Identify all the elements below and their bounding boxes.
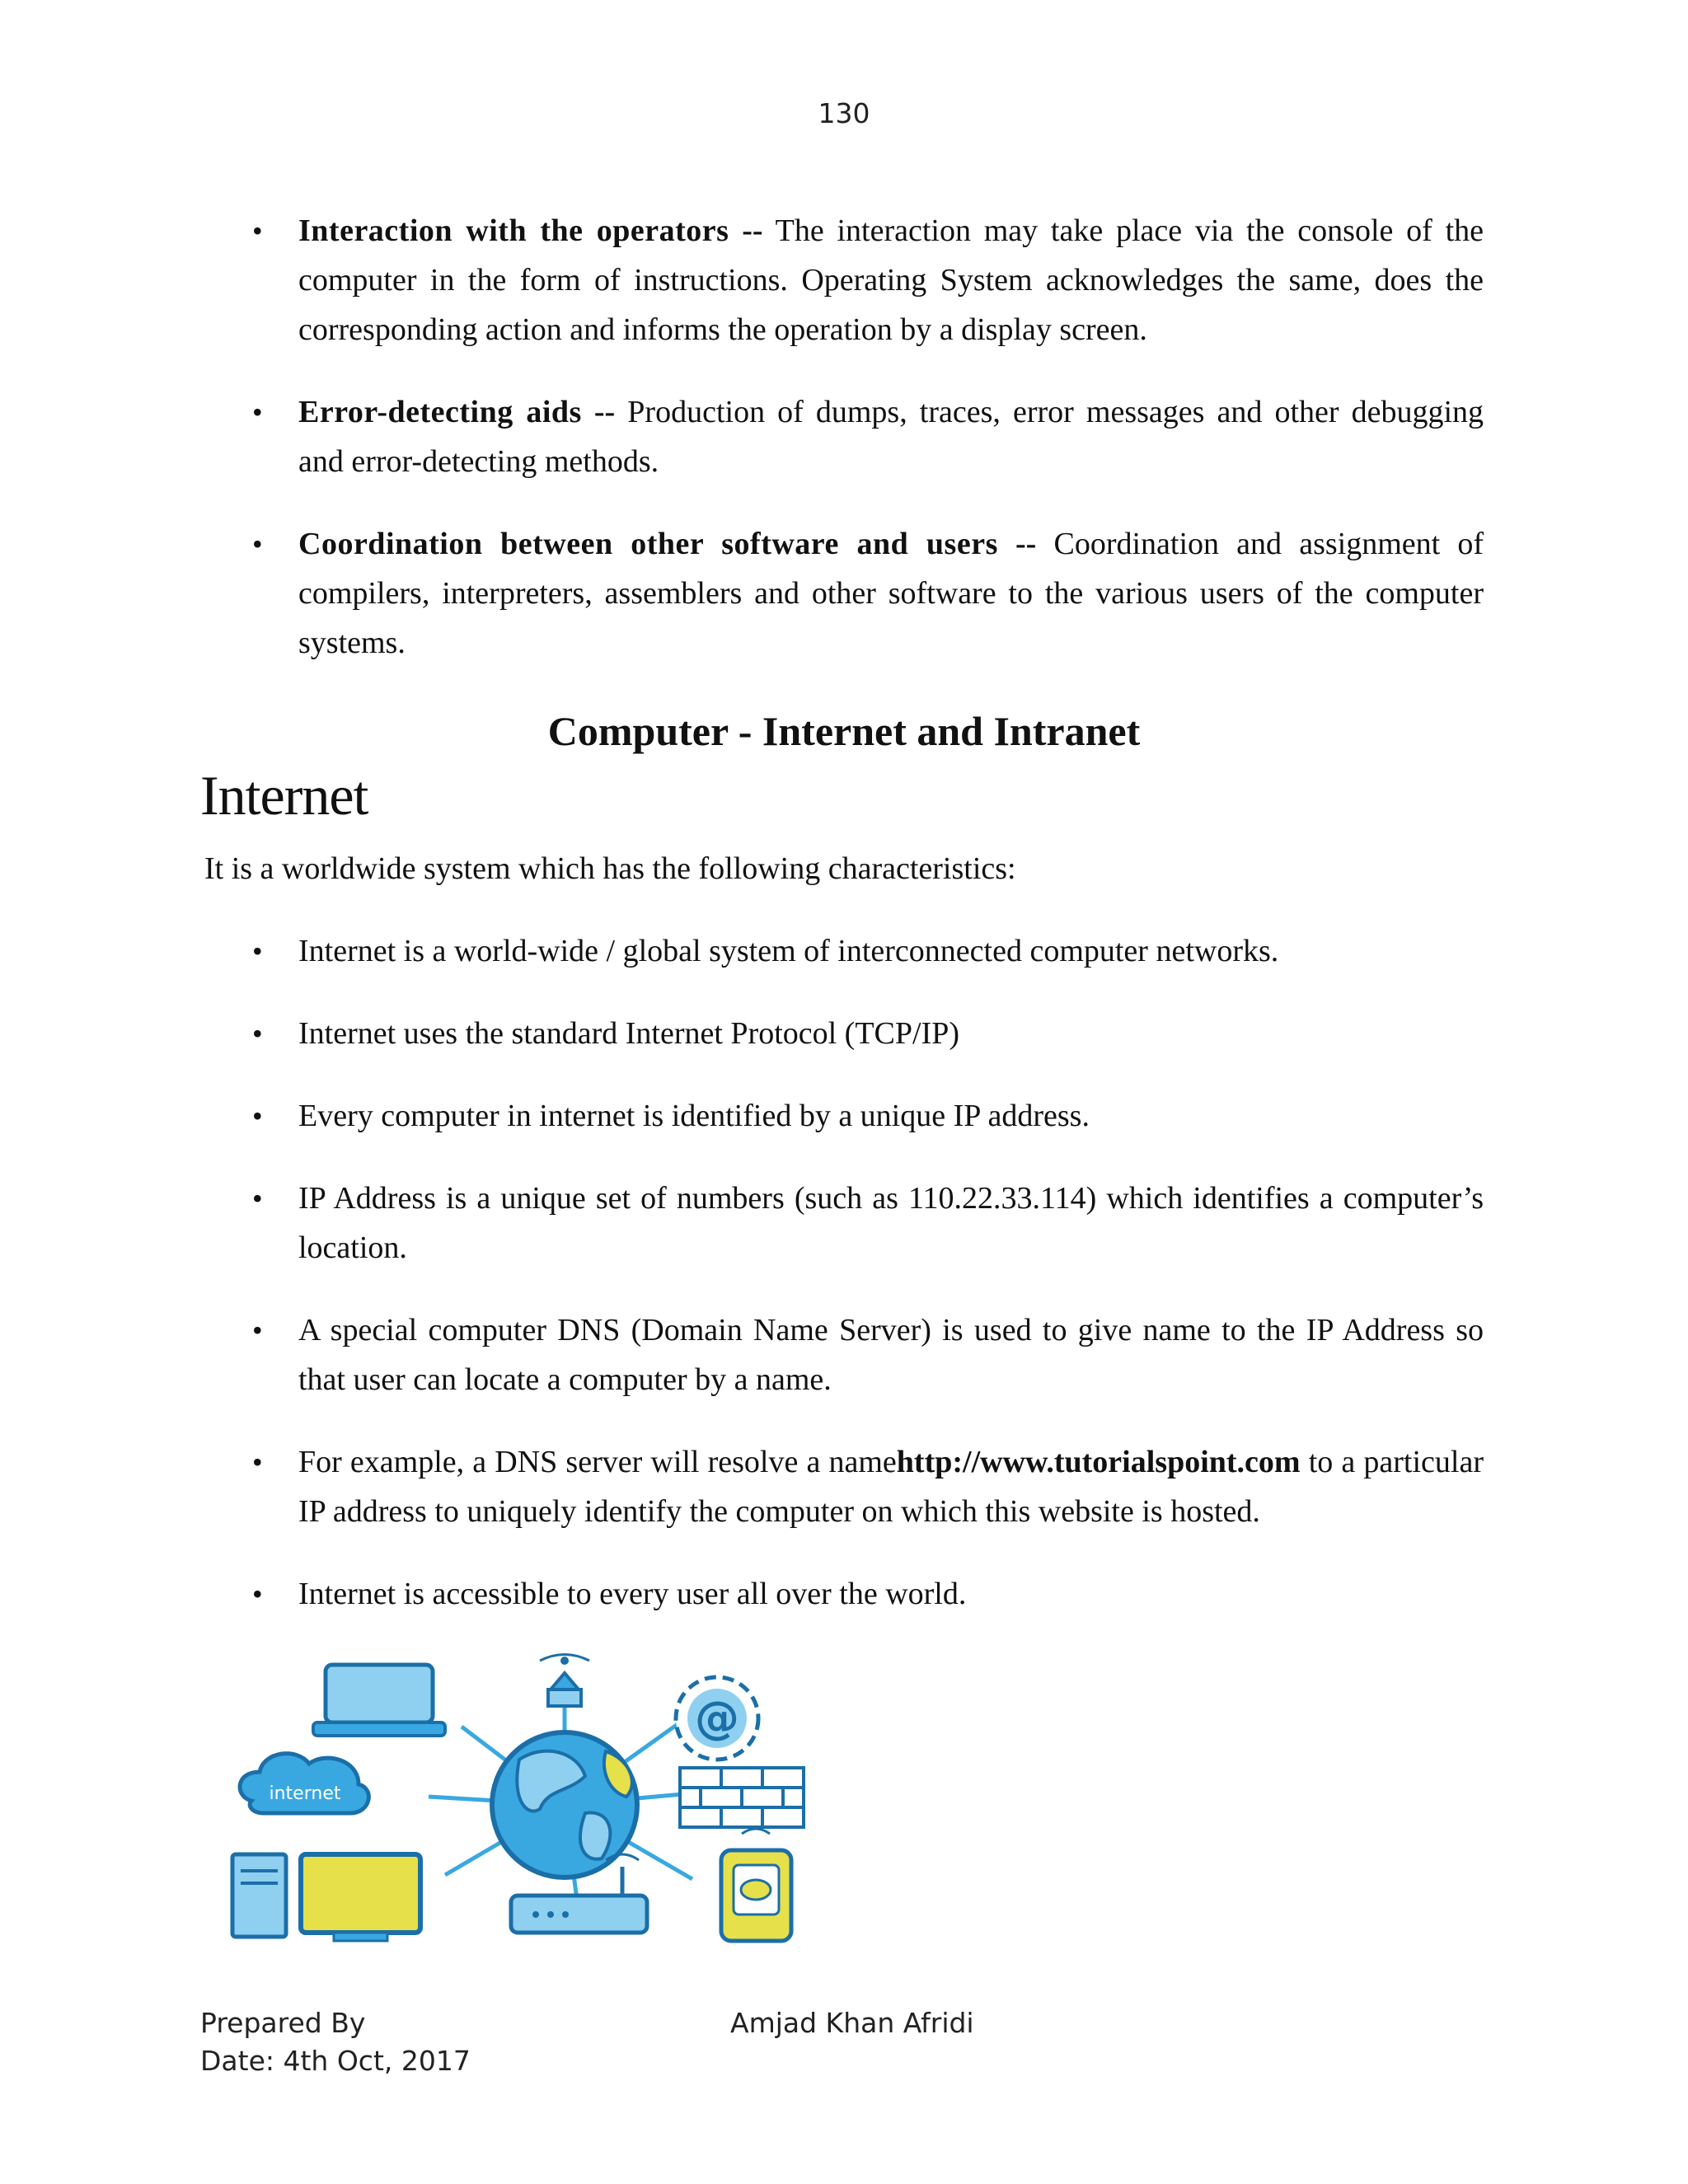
prepared-by: Prepared By bbox=[200, 2007, 366, 2039]
bullet-term: Error-detecting aids bbox=[298, 395, 582, 429]
list-item bbox=[247, 926, 1484, 976]
bullet-separator: -- bbox=[742, 213, 763, 248]
list-item bbox=[247, 1437, 1484, 1536]
tutorialspoint-link[interactable]: http://www.tutorialspoint.com bbox=[896, 1445, 1301, 1479]
bullet-text: • A special computer DNS (Domain Name Server) is used to give name to the IP Address so that user can locate a computer by a name. bbox=[298, 1313, 1484, 1397]
footer-left bbox=[200, 2004, 471, 2080]
internet-cloud-icon bbox=[240, 1754, 368, 1813]
list-item bbox=[247, 1174, 1484, 1272]
list-item bbox=[247, 1009, 1484, 1058]
firewall-icon bbox=[680, 1768, 804, 1827]
email-at-icon bbox=[676, 1677, 758, 1760]
list-item bbox=[247, 206, 1484, 354]
page-number: 130 bbox=[818, 97, 870, 129]
list-item bbox=[247, 519, 1484, 668]
bullet-text: • Internet is accessible to every user all over the world. bbox=[298, 1577, 967, 1611]
list-item bbox=[247, 1569, 1484, 1619]
internet-characteristics-list bbox=[247, 926, 1484, 1652]
bullet-text: • Internet is a world-wide / global system of interconnected computer networks. bbox=[298, 934, 1279, 968]
internet-network-illustration bbox=[223, 1652, 890, 1945]
laptop-icon bbox=[313, 1665, 445, 1736]
bullet-text: Coordination and assignment of compilers, interpreters, assemblers and other software to the various users of the computer systems. bbox=[298, 527, 1484, 660]
internet-intro: It is a worldwide system which has the following characteristics: bbox=[204, 851, 1016, 886]
bullet-separator: -- bbox=[593, 395, 616, 429]
list-item bbox=[247, 387, 1484, 486]
bullet-separator: -- bbox=[1015, 527, 1037, 561]
internet-heading: Internet bbox=[200, 764, 368, 827]
bullet-text: For example, a DNS server will resolve a name bbox=[298, 1445, 897, 1479]
os-functions-list bbox=[247, 206, 1484, 701]
svg-text:@: @ bbox=[695, 1692, 739, 1744]
footer-author: Amjad Khan Afridi bbox=[730, 2007, 974, 2039]
cloud-label: internet bbox=[269, 1783, 341, 1804]
bullet-text: • Every computer in internet is identified by a unique IP address. bbox=[298, 1099, 1090, 1133]
desktop-computer-icon bbox=[232, 1854, 420, 1941]
bullet-text: The interaction may take place via the console of the computer in the form of instructions. Operating System acknowledges the same, does the corresponding action and informs the operation by a display screen. bbox=[298, 213, 1484, 347]
bullet-text: Production of dumps, traces, error messages and other debugging and error-detecting methods. bbox=[298, 395, 1484, 479]
footer-date: Date: 4th Oct, 2017 bbox=[200, 2045, 471, 2077]
bullet-text: • Internet uses the standard Internet Protocol (TCP/IP) bbox=[298, 1016, 960, 1051]
mobile-phone-icon bbox=[721, 1829, 791, 1941]
list-item bbox=[247, 1091, 1484, 1141]
antenna-icon bbox=[540, 1655, 589, 1707]
section-title: Computer - Internet and Intranet bbox=[547, 708, 1141, 754]
bullet-text: • IP Address is a unique set of numbers (such as 110.22.33.114) which identifies a computer’s location. bbox=[298, 1181, 1484, 1265]
bullet-term: Coordination between other software and users bbox=[298, 527, 998, 561]
list-item bbox=[247, 1305, 1484, 1404]
bullet-term: Interaction with the operators bbox=[298, 213, 729, 248]
bullet-text: to a particular IP address to uniquely identify the computer on which this website is hosted. bbox=[298, 1445, 1484, 1529]
